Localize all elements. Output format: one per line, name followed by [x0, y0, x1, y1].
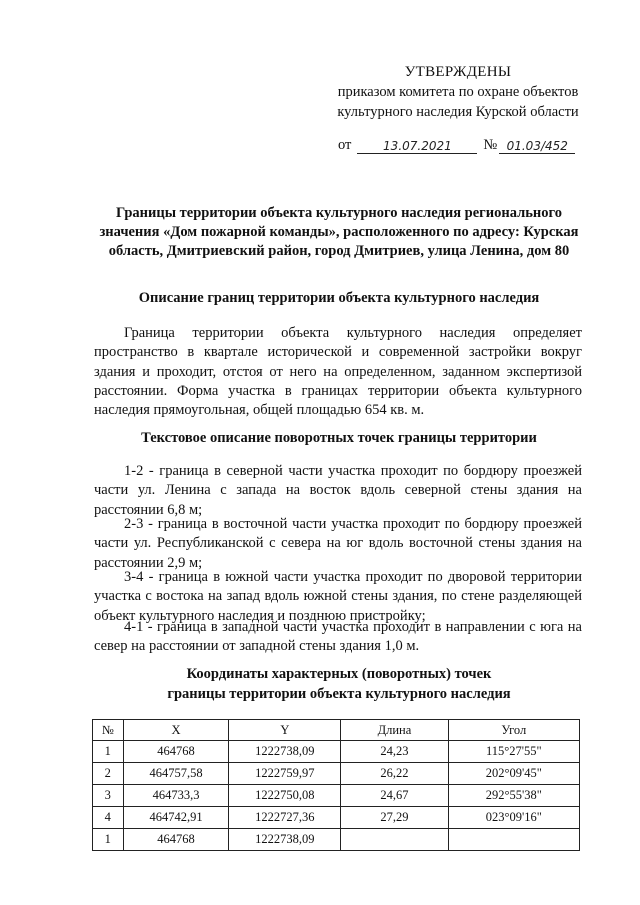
table-heading-line-1: Координаты характерных (поворотных) точек	[186, 666, 492, 682]
cell-length: 24,67	[341, 785, 448, 807]
cell-y: 1222727,36	[229, 807, 341, 829]
cell-length: 27,29	[341, 807, 448, 829]
cell-length	[341, 829, 448, 851]
cell-length: 24,23	[341, 741, 448, 763]
cell-number: 3	[93, 785, 124, 807]
header-length: Длина	[341, 720, 448, 741]
cell-x: 464733,3	[123, 785, 229, 807]
table-heading-line-2: границы территории объекта культурного наследия	[167, 686, 511, 702]
date-prefix: от	[338, 137, 352, 153]
approval-line-1: приказом комитета по охране объектов	[337, 84, 579, 100]
cell-angle: 023°09'16"	[448, 807, 579, 829]
cell-y: 1222759,97	[229, 763, 341, 785]
number-prefix: №	[483, 137, 498, 153]
table-row	[93, 829, 580, 851]
section-heading-description: Описание границ территории объекта культурного наследия	[138, 290, 540, 306]
document-title: Границы территории объекта культурного наследия регионального значения «Дом пожарной команды», расположенного по адресу: Курская область, Дмитриевский район, город Дмитриев, улица Ленина, дом 80	[99, 205, 579, 259]
description-paragraph: Граница территории объекта культурного наследия определяет пространство в квартале исторической и современной застройки вокруг здания и проходит, отстоя от него на определенном, заданном экспертизой расстоянии. Форма участка в границах территории объекта культурного наследия прямоугольная, общей площадью 654 кв. м.	[94, 325, 582, 419]
cell-angle	[448, 829, 579, 851]
point-description-3-4: 3-4 - граница в южной части участка проходит по дворовой территории участка с востока на запад вдоль южной стены здания, по стене разделяющей объект культурного наследия и позднюю пристройку;	[94, 569, 582, 624]
order-number: 01.03/452	[499, 139, 575, 154]
cell-y: 1222750,08	[229, 785, 341, 807]
point-description-2-3: 2-3 - граница в восточной части участка проходит по бордюру проезжей части ул. Республиканской с севера на юг вдоль восточной стены здания на расстоянии 2,9 м;	[94, 516, 582, 571]
cell-x: 464768	[123, 829, 229, 851]
cell-x: 464757,58	[123, 763, 229, 785]
approval-line-2: культурного наследия Курской области	[337, 104, 579, 120]
order-date-number	[338, 137, 598, 154]
cell-number: 1	[93, 829, 124, 851]
table-row	[93, 763, 580, 785]
approval-heading: УТВЕРЖДЕНЫ	[404, 64, 512, 80]
coordinates-table-wrap	[92, 719, 580, 851]
approval-block	[318, 62, 598, 122]
cell-x: 464768	[123, 741, 229, 763]
table-header-row	[93, 720, 580, 741]
coordinates-table	[92, 719, 580, 851]
cell-length: 26,22	[341, 763, 448, 785]
header-angle: Угол	[448, 720, 579, 741]
cell-x: 464742,91	[123, 807, 229, 829]
table-row	[93, 741, 580, 763]
cell-angle: 115°27'55"	[448, 741, 579, 763]
header-x: X	[123, 720, 229, 741]
point-description-4-1: 4-1 - граница в западной части участка проходит в направлении с юга на север на расстоянии от западной стены здания 1,0 м.	[94, 619, 582, 655]
table-row	[93, 807, 580, 829]
cell-number: 4	[93, 807, 124, 829]
point-description-1-2: 1-2 - граница в северной части участка проходит по бордюру проезжей части ул. Ленина с запада на восток вдоль северной стены здания на расстоянии 6,8 м;	[94, 463, 582, 518]
order-date: 13.07.2021	[357, 139, 477, 154]
cell-y: 1222738,09	[229, 829, 341, 851]
header-number: №	[93, 720, 124, 741]
header-y: Y	[229, 720, 341, 741]
cell-number: 2	[93, 763, 124, 785]
cell-number: 1	[93, 741, 124, 763]
cell-angle: 292°55'38"	[448, 785, 579, 807]
table-row	[93, 785, 580, 807]
cell-angle: 202°09'45"	[448, 763, 579, 785]
cell-y: 1222738,09	[229, 741, 341, 763]
section-heading-points: Текстовое описание поворотных точек границы территории	[141, 430, 537, 446]
